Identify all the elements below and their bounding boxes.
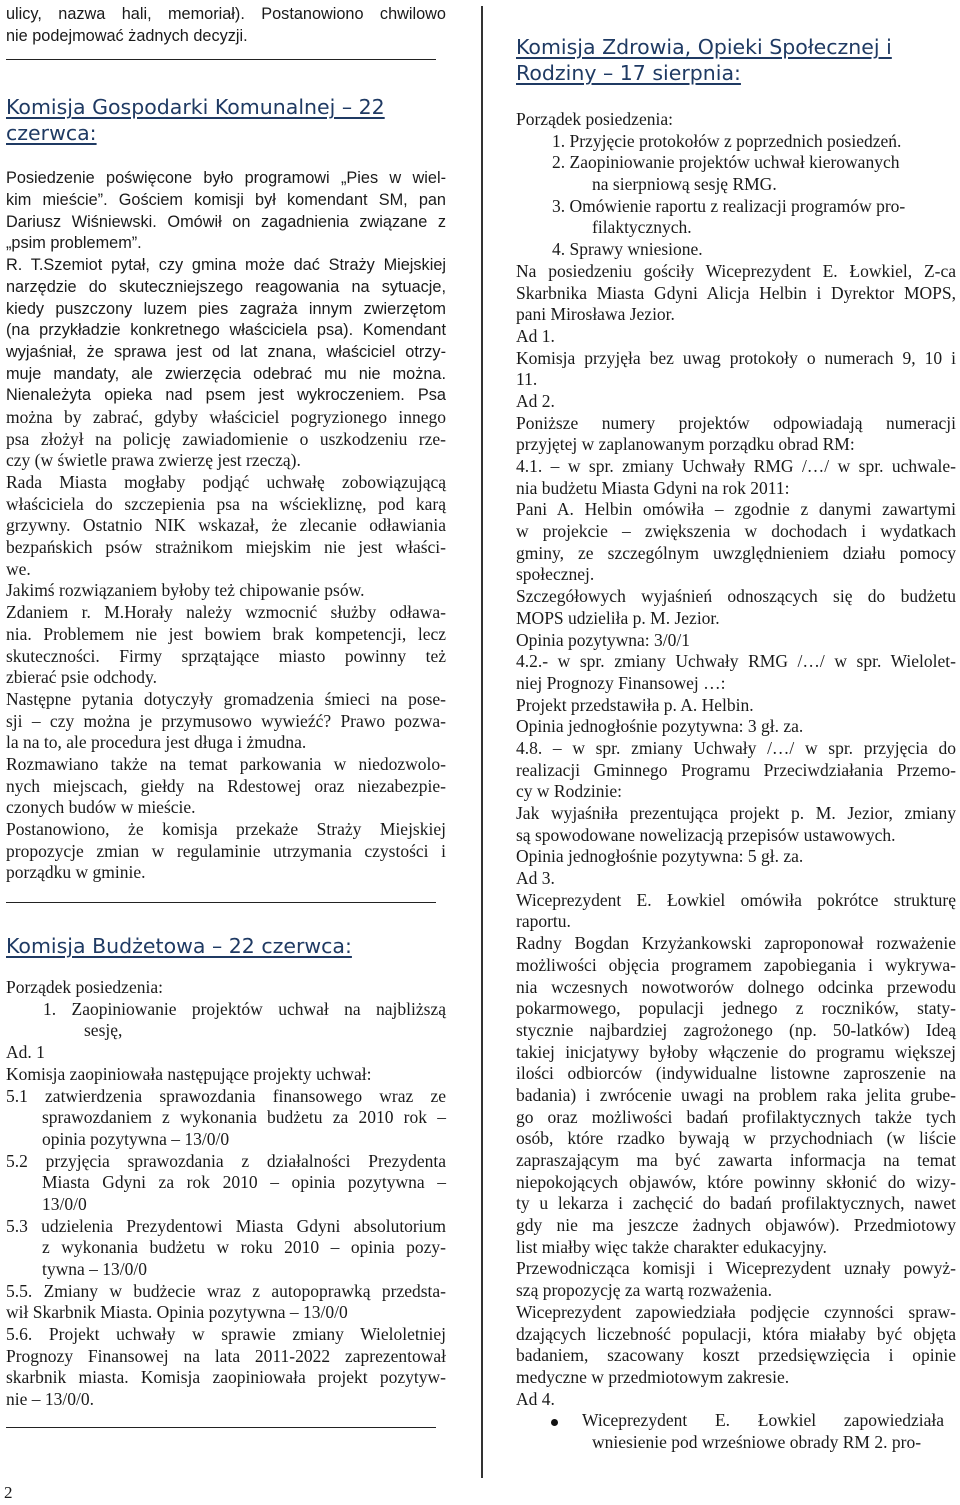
text-line: nia. Problemem nie jest bowiem brak kompetencji, lecz — [6, 623, 446, 644]
text-line: 5.5. Zmiany w budżecie wraz z autopoprawką przedsta- — [6, 1280, 446, 1301]
resolution-item: sprawozdaniem z wykonania budżetu za 2010 rok – — [42, 1107, 446, 1128]
text-line: go oraz możliwości badań profilaktycznych także tych — [516, 1106, 956, 1127]
text-line: bezpańskich psów strażnikom miejskim nie jest właści- — [6, 537, 446, 558]
separator-rule — [6, 1427, 436, 1428]
text-line: gdy nie ma jeszcze żadnych objawów). Przedmiotowy — [516, 1215, 956, 1236]
text-line: nych miejscach, giełdy na Rdestowej oraz niezabezpie- — [6, 775, 446, 796]
text-line: Nienależyta opieka nad psem jest wykroczeniem. Psa — [6, 386, 446, 405]
text-line: gminy, ze szczególnym uwzględnieniem działu pomocy — [516, 542, 956, 563]
text-line: sji – czy można je przymusowo wywieźć? Prawo pozwa- — [6, 710, 446, 731]
agenda-item: 2. Zaopiniowanie projektów uchwał kierowanych — [552, 152, 900, 173]
text-line: (na przykładzie konkretnego właściciela psa). Komendant — [6, 321, 446, 340]
text-line: wyjaśniał, że sprawa jest od lat znana, właściciel otrzy- — [6, 342, 446, 361]
agenda-item: 4. Sprawy wniesione. — [552, 239, 703, 260]
ad-label: Ad 3. — [516, 868, 555, 889]
text-line: ilości odbiorców (indywidualne listowne zaproszenie na — [516, 1063, 956, 1084]
text-line: społecznej. — [516, 564, 595, 585]
text-line: Na posiedzeniu gościły Wiceprezydent E. Łowkiel, Z-ca — [516, 260, 956, 281]
text-line: „psim problemem”. — [6, 234, 142, 253]
text-line: MOPS udzieliła p. M. Jezior. — [516, 607, 720, 628]
text-line: w projekcie – zwiększenia w dochodach i wydatkach — [516, 521, 956, 542]
text-line: Jakimś rozwiązaniem byłoby też chipowanie psów. — [6, 580, 365, 601]
text-line: nia budżetu Miasta Gdyni na rok 2011: — [516, 477, 790, 498]
text-line: czonych budów w mieście. — [6, 797, 196, 818]
resolution-item: 5.2 przyjęcia sprawozdania z działalności Prezydenta — [6, 1150, 446, 1171]
text-line: niej Prognozy Finansowej …: — [516, 672, 726, 693]
resolution-item: 5.1 zatwierdzenia sprawozdania finansowego wraz ze — [6, 1085, 446, 1106]
text-line: Rozmawiano także na temat parkowania w niedozwolo- — [6, 753, 446, 774]
text-line: badania) i zwrócenie uwagi na problem raka jelita grube- — [516, 1084, 956, 1105]
text-line: 4.1. – w spr. zmiany Uchwały RMG /…/ w spr. uchwale- — [516, 456, 956, 476]
text-line: la na to, ale procedura jest długa i żmudna. — [6, 732, 307, 753]
text-line: 11. — [516, 369, 538, 390]
text-line: zbierać psie odchody. — [6, 667, 157, 688]
health-commission-body — [516, 261, 956, 1410]
agenda-item: 1. Zaopiniowanie projektów uchwał na najbliższą — [43, 998, 446, 1019]
text-line: Projekt przedstawiła p. A. Helbin. — [516, 694, 754, 715]
agenda-item: na sierpniową sesję RMG. — [592, 174, 777, 195]
text-line: narzędzie do skuteczniejszego reagowania na sytuacje, — [6, 277, 446, 296]
text-line: Jak wyjaśniła prezentująca projekt p. M. Jezior, zmiany — [516, 803, 956, 823]
section-heading: Komisja Budżetowa – 22 czerwca: — [6, 934, 352, 959]
text-line: są spowodowane nowelizacją przepisów ustawowych. — [516, 824, 896, 845]
resolution-item: 5.3 udzielenia Prezydentowi Miasta Gdyni absolutorium — [6, 1215, 446, 1236]
bullet-item: wniesienie pod wrześniowe obrady RM 2. pro- — [592, 1431, 922, 1452]
text-line: list miałby więc także charakter edukacyjny. — [516, 1236, 827, 1257]
resolution-item: z wykonania budżetu w roku 2010 – opinia pozy- — [42, 1237, 446, 1258]
budget-section — [6, 977, 446, 1411]
text-line: Rada Miasta mogłaby podjąć uchwałę zobowiązującą — [6, 472, 446, 492]
ad-label: Ad 1. — [516, 325, 555, 346]
text-line: czy (w świetle prawa zwierzę jest rzeczą). — [6, 450, 301, 471]
text-line: Pani A. Helbin omówiła – zgodnie z danymi zawartymi — [516, 499, 956, 520]
section-heading: czerwca: — [6, 121, 97, 146]
right-column — [516, 0, 956, 1454]
paragraph-dogs — [6, 168, 446, 884]
ad-label: Ad 4. — [516, 1388, 555, 1409]
text-line: nia wczesnych nowotworów dolnego odcinka przewodu — [516, 976, 956, 997]
text-line: wił Skarbnik Miasta. Opinia pozytywna – 13/0/0 — [6, 1302, 348, 1323]
bullet-list — [516, 1410, 956, 1453]
text-line: Wiceprezydent E. Łowkiel omówiła pokrótce strukturę — [516, 889, 956, 910]
text-line: Radny Bogdan Krzyżankowski zaproponował rozważenie — [516, 933, 956, 954]
text-line: skuteczności. Firmy sprzątające miasto powinny też — [6, 645, 446, 666]
text-line: ty u lekarza i zachęcić do badań profilaktycznych, nawet — [516, 1193, 956, 1214]
text-line: nie – 13/0/0. — [6, 1389, 94, 1410]
text-line: Przewodnicząca komisji i Wiceprezydent uznały powyż- — [516, 1258, 956, 1279]
left-column — [6, 0, 446, 1428]
agenda-label: Porządek posiedzenia: — [516, 109, 673, 129]
text-line: dzających liczebność populacji, która miałaby być objęta — [516, 1323, 956, 1344]
page-number: 2 — [4, 1483, 13, 1502]
text-line: stycznie najbardziej zagrożonego (np. 50-latków) Ideą — [516, 1019, 956, 1040]
resolution-item: 13/0/0 — [42, 1193, 87, 1214]
text-line: możliwości objęcia programem zapobiegania i wykrywa- — [516, 954, 956, 975]
text-line: 4.2.- w spr. zmiany Uchwały RMG /…/ w spr. Wielolet- — [516, 651, 956, 672]
text-line: można by zabrać, gdyby właściciel pogryzionego innego — [6, 406, 446, 427]
text-line: kim mieście”. Gościem komisji był komendant SM, pan — [6, 191, 446, 210]
text-line: Szczegółowych wyjaśnień odnoszących się do budżetu — [516, 586, 956, 607]
text-line: we. — [6, 558, 31, 579]
text-line: raportu. — [516, 911, 571, 932]
text-line: Opinia jednogłośnie pozytywna: 3 gł. za. — [516, 716, 804, 737]
agenda-item: 3. Omówienie raportu z realizacji programów pro- — [552, 195, 906, 216]
bullet-icon — [551, 1419, 558, 1426]
text-line: muje mandaty, ale zwierzęcia odebrać mu nie można. — [6, 364, 446, 383]
section-heading: Rodziny – 17 sierpnia: — [516, 61, 741, 85]
text-line: Skarbnika Miasta Gdyni Alicja Helbin i Dyrektor MOPS, — [516, 282, 956, 303]
text-line: skarbnik miasta. Komisja zaopiniowała projekt pozytyw- — [6, 1367, 446, 1388]
text-line: ulicy, nazwa hali, memoriał). Postanowiono chwilowo — [6, 5, 446, 23]
ad-label: Ad 2. — [516, 390, 555, 411]
text-line: Postanowiono, że komisja przekaże Straży Miejskiej — [6, 819, 446, 839]
text-line: Komisja zaopiniowała następujące projekty uchwał: — [6, 1063, 372, 1084]
text-line: szą propozycję za wartą rozważenia. — [516, 1280, 773, 1301]
text-line: Wiceprezydent zapowiedziała podjęcie czynności spraw- — [516, 1301, 956, 1322]
text-line: Następne pytania dotyczyły gromadzenia śmieci na pose- — [6, 688, 446, 709]
agenda-item: sesję, — [84, 1020, 123, 1041]
ad-label: Ad. 1 — [6, 1042, 45, 1063]
text-line: osób, które rzadko bywają w przychodniach (w liście — [516, 1128, 956, 1149]
text-line: niepokojących objawów, które powinny skłonić do wizy- — [516, 1171, 956, 1192]
section-heading: Komisja Gospodarki Komunalnej – 22 — [6, 95, 385, 120]
text-line: propozycje zmian w regulaminie utrzymania czystości i — [6, 840, 446, 861]
text-line: Opinia pozytywna: 3/0/1 — [516, 629, 691, 650]
text-line: Dariusz Wiśniewski. Omówił on zagadnienia związane z — [6, 212, 446, 231]
text-line: psa złożył na policję zawiadomienie o uszkodzeniu rze- — [6, 428, 446, 449]
text-line: badaniem, szacowany koszt przedsięwzięcia i opinie — [516, 1345, 956, 1366]
text-line: Komisja przyjęła bez uwag protokoły o numerach 9, 10 i — [516, 347, 956, 368]
text-line: cy w Rodzinie: — [516, 781, 622, 802]
text-line: porządku w gminie. — [6, 862, 146, 883]
text-line: realizacji Gminnego Programu Przeciwdziałania Przemo- — [516, 759, 956, 780]
text-line: pokarmowego, populacji jednego z roczników, staty- — [516, 998, 956, 1019]
agenda-item: filaktycznych. — [592, 217, 692, 238]
resolution-item: tywna – 13/0/0 — [42, 1259, 147, 1279]
text-line: nie podejmować żadnych decyzji. — [6, 26, 248, 45]
text-line: zapraszającym ma być zawarta informacja na temat — [516, 1150, 956, 1170]
agenda-item: 1. Przyjęcie protokołów z poprzednich posiedzeń. — [552, 130, 902, 151]
text-line: takiej inicjatywy byłoby włączenie do programu większej — [516, 1041, 956, 1062]
resolution-item: opinia pozytywna – 13/0/0 — [42, 1128, 230, 1149]
text-line: kiedy puszczony luzem pies zagraża innym zwierzętom — [6, 299, 446, 318]
text-line: Prognozy Finansowej na lata 2011-2022 zaprezentował — [6, 1345, 446, 1366]
bullet-item — [516, 1410, 956, 1432]
text-line: właściciela do szczepienia psa na wściekliznę, pod karą — [6, 493, 446, 514]
column-divider — [481, 6, 483, 1478]
text-line: R. T.Szemiot pytał, czy gmina może dać Straży Miejskiej — [6, 256, 446, 275]
text-line: 5.6. Projekt uchwały w sprawie zmiany Wieloletniej — [6, 1324, 446, 1345]
bullet-text: Wiceprezydent E. Łowkiel zapowiedziała — [582, 1410, 944, 1431]
text-line: 4.8. – w spr. zmiany Uchwały /…/ w spr. przyjęcia do — [516, 737, 956, 758]
agenda-label: Porządek posiedzenia: — [6, 977, 163, 998]
text-line: pani Mirosława Jezior. — [516, 304, 675, 325]
section-heading: Komisja Zdrowia, Opieki Społecznej i — [516, 35, 892, 59]
text-line: grzywny. Ostatnio NIK wskazał, że zlecanie odławiania — [6, 515, 446, 536]
text-line: Poniższe numery projektów odpowiadają numeracji — [516, 412, 956, 433]
text-line: medyczne w przedmiotowym zakresie. — [516, 1366, 790, 1387]
text-line: przyjętej w zaplanowanym porządku obrad RM: — [516, 434, 855, 455]
text-line: Opinia jednogłośnie pozytywna: 5 gł. za. — [516, 846, 804, 867]
text-line: Posiedzenie poświęcone było programowi „Pies w wiel- — [6, 169, 446, 188]
text-line: Zdaniem r. M.Horały należy wzmocnić służby odława- — [6, 602, 446, 623]
resolution-item: Miasta Gdyni za rok 2010 – opinia pozytywna – — [42, 1172, 446, 1193]
